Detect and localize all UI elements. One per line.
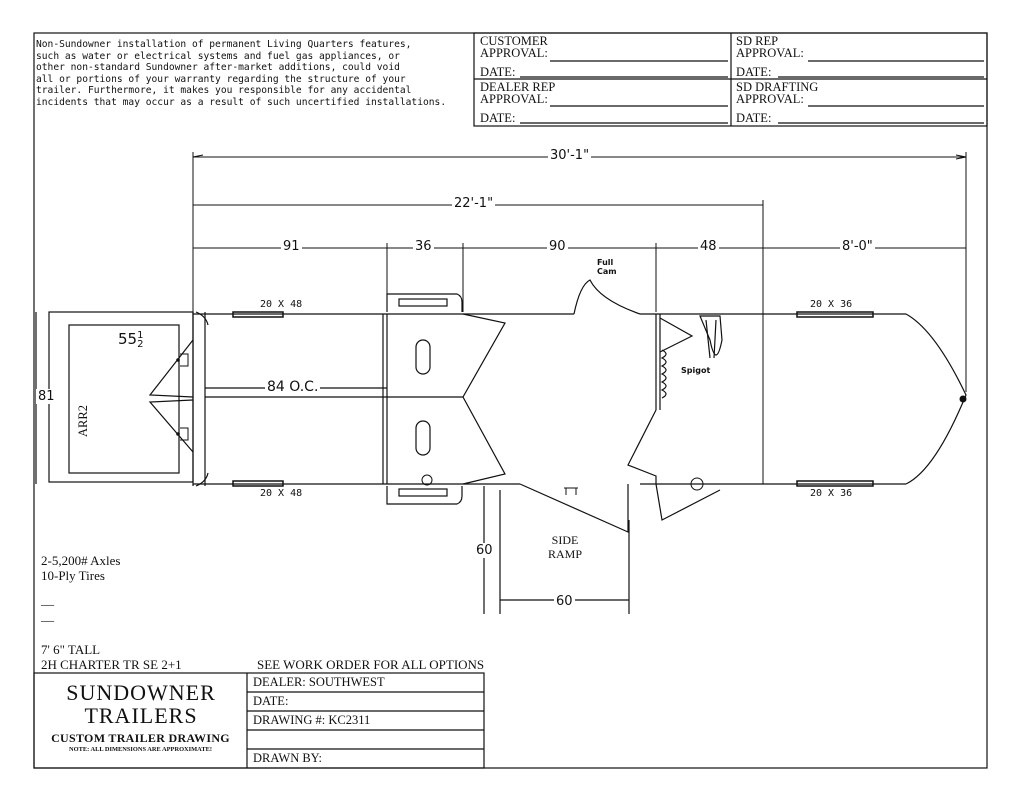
drawn-by-field: DRAWN BY: <box>253 751 323 765</box>
drawing-type: CUSTOM TRAILER DRAWING <box>51 731 230 745</box>
blank-spec-2: __ <box>41 608 54 623</box>
see-work-order-note: SEE WORK ORDER FOR ALL OPTIONS <box>257 657 485 672</box>
customer-date-label: DATE: <box>480 65 516 79</box>
ramp-height-dim: 60 <box>476 543 493 558</box>
window-label-top-left: 20 X 48 <box>260 299 303 310</box>
height-spec: 7' 6" TALL <box>41 642 101 657</box>
model-spec: 2H CHARTER TR SE 2+1 <box>41 657 182 672</box>
brand-line-2: TRAILERS <box>84 703 198 728</box>
window-label-bottom-left: 20 X 48 <box>260 488 303 499</box>
side-ramp-label: SIDE RAMP <box>547 533 582 561</box>
sd-rep-approval-label: SD REP APPROVAL: <box>736 34 804 60</box>
window-label-top-right: 20 X 36 <box>810 299 853 310</box>
blank-spec-1: __ <box>41 592 54 607</box>
date-field: DATE: <box>253 694 289 708</box>
overall-length-dim: 30'-1" <box>550 148 590 163</box>
axles-spec: 2-5,200# Axles <box>41 553 121 568</box>
ramp-width-dim: 60 <box>556 594 573 609</box>
inner-length-dim: 22'-1" <box>454 196 494 211</box>
full-cam-label: Full Cam <box>597 258 617 276</box>
drawing-number-field: DRAWING #: KC2311 <box>253 713 371 727</box>
arr2-label: ARR2 <box>76 405 90 437</box>
rear-depth-dim: 55 1 2 <box>118 329 144 350</box>
segment-36-dim: 36 <box>415 239 432 254</box>
sd-drafting-date-label: DATE: <box>736 111 772 125</box>
dealer-rep-date-label: DATE: <box>480 111 516 125</box>
spigot-label: Spigot <box>681 366 711 375</box>
disclaimer-text: Non-Sundowner installation of permanent Living Quarters features, such as water or electrical systems and fuel gas appliances, or other non-standard Sundowner after-market additions, could void all or portions of your warranty regarding the structure of your trailer. Furthermore, it makes you responsible for any accidental incidents that may occur as a result of such uncertified installations. <box>36 39 447 108</box>
segment-48-dim: 48 <box>700 239 717 254</box>
segment-91-dim: 91 <box>283 239 300 254</box>
brand-line-1: SUNDOWNER <box>66 680 216 705</box>
approximate-note: NOTE: ALL DIMENSIONS ARE APPROXIMATE! <box>69 746 212 753</box>
sd-drafting-approval-label: SD DRAFTING APPROVAL: <box>736 80 819 106</box>
segment-90-dim: 90 <box>549 239 566 254</box>
tires-spec: 10-Ply Tires <box>41 568 105 583</box>
dealer-field: DEALER: SOUTHWEST <box>253 675 385 689</box>
stall-oc-dim: 84 O.C. <box>267 379 319 395</box>
customer-approval-label: CUSTOMER APPROVAL: <box>480 34 548 60</box>
width-81-dim: 81 <box>38 389 55 404</box>
dimension-lines <box>193 152 966 484</box>
window-label-bottom-right: 20 X 36 <box>810 488 853 499</box>
sd-rep-date-label: DATE: <box>736 65 772 79</box>
trailer-body <box>150 280 966 614</box>
dealer-rep-approval-label: DEALER REP APPROVAL: <box>480 80 556 106</box>
segment-8ft-dim: 8'-0" <box>842 239 873 254</box>
